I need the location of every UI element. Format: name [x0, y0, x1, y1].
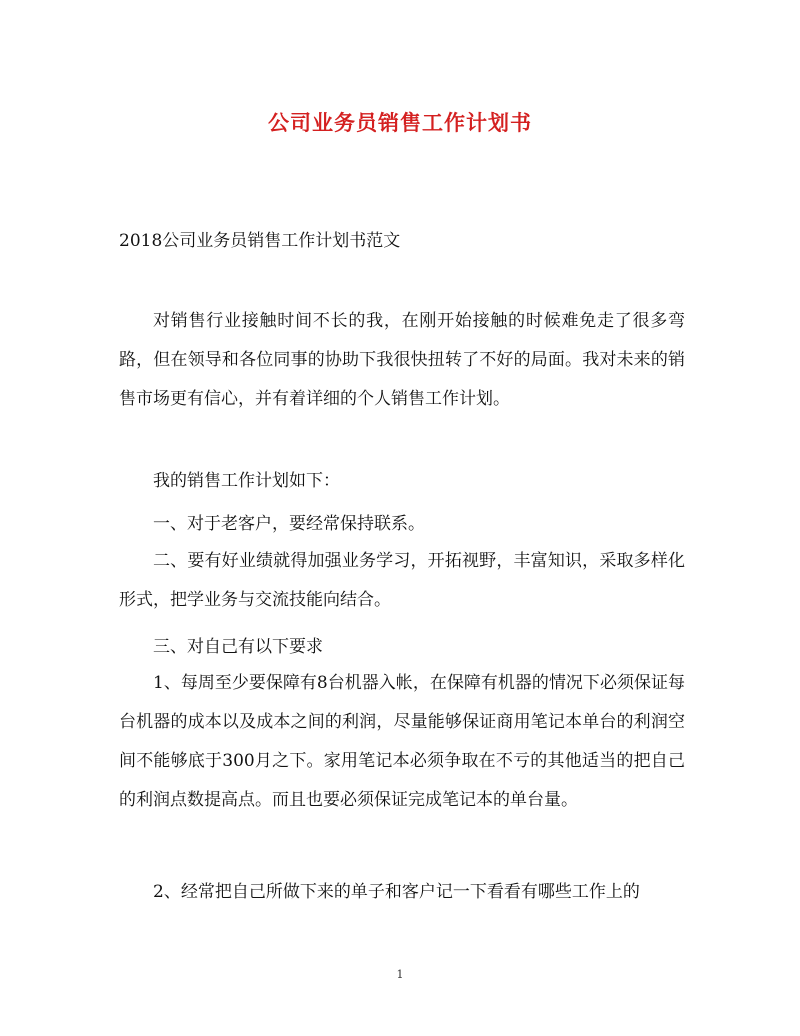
- page-number: 1: [396, 968, 404, 981]
- document-title: 公司业务员销售工作计划书: [268, 110, 532, 135]
- plan-item-1: 一、对于老客户，要经常保持联系。: [153, 514, 425, 534]
- intro-paragraph: 对销售行业接触时间不长的我，在刚开始接触的时候难免走了很多弯路，但在领导和各位同事的协助下我很快扭转了不好的局面。我对未来的销售市场更有信心，并有着详细的个人销售工作计划。: [119, 311, 685, 409]
- plan-heading: 我的销售工作计划如下：: [153, 471, 340, 491]
- requirement-item-1: 1、每周至少要保障有8台机器入帐，在保障有机器的情况下必须保证每台机器的成本以及成本之间的利润，尽量能够保证商用笔记本单台的利润空间不能够底于300月之下。家用笔记本必须争取在不亏的其他适当的把自己的利润点数提高点。而且也要必须保证完成笔记本的单台量。: [119, 673, 685, 810]
- plan-item-2: 二、要有好业绩就得加强业务学习，开拓视野，丰富知识，采取多样化形式，把学业务与交流技能向结合。: [119, 551, 685, 610]
- plan-item-3: 三、对自己有以下要求: [153, 637, 323, 657]
- requirement-item-2: 2、经常把自己所做下来的单子和客户记一下看看有哪些工作上的: [153, 882, 640, 902]
- document-subtitle: 2018公司业务员销售工作计划书范文: [119, 231, 401, 251]
